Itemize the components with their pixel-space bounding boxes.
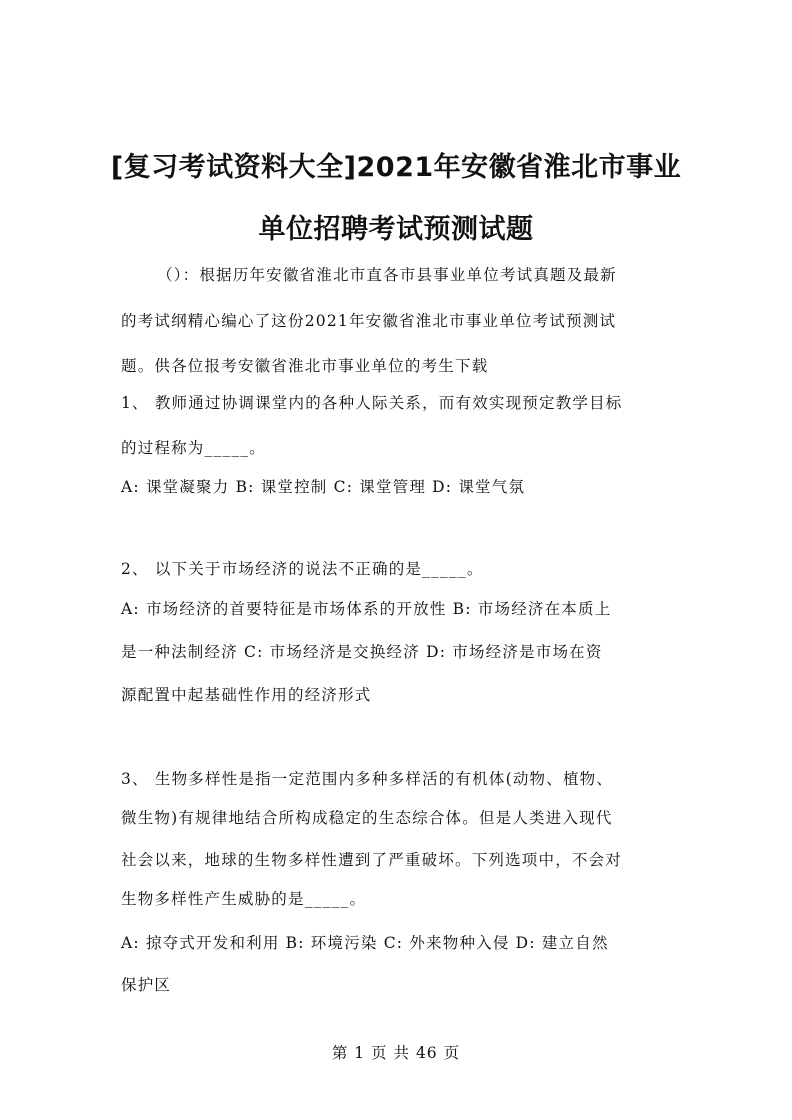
question-2-options: 是一种法制经济 C: 市场经济是交换经济 D: 市场经济是市场在资 <box>121 643 603 661</box>
question-3-line: 生物多样性产生威胁的是_____。 <box>121 890 367 908</box>
page-footer: 第 1 页 共 46 页 <box>331 1044 461 1062</box>
question-1-options: A: 课堂凝聚力 B: 课堂控制 C: 课堂管理 D: 课堂气氛 <box>121 478 526 496</box>
question-2-line: 2、 以下关于市场经济的说法不正确的是_____。 <box>121 560 484 578</box>
question-3-line: 社会以来，地球的生物多样性遭到了严重破坏。下列选项中，不会对 <box>121 851 623 869</box>
intro-line: （）：根据历年安徽省淮北市直各市县事业单位考试真题及最新 <box>157 266 617 284</box>
question-1-line: 1、 教师通过协调课堂内的各种人际关系，而有效实现预定教学目标 <box>121 394 623 412</box>
question-3-options: 保护区 <box>121 976 172 994</box>
document-title-line-2: 单位招聘考试预测试题 <box>258 214 534 245</box>
question-2-options: A: 市场经济的首要特征是市场体系的开放性 B: 市场经济在本质上 <box>121 600 612 618</box>
question-1-line: 的过程称为_____。 <box>121 439 266 457</box>
intro-line: 题。供各位报考安徽省淮北市事业单位的考生下载 <box>121 357 489 375</box>
question-3-options: A: 掠夺式开发和利用 B: 环境污染 C: 外来物种入侵 D: 建立自然 <box>121 934 609 952</box>
question-2-options: 源配置中起基础性作用的经济形式 <box>121 686 372 704</box>
question-3-line: 3、 生物多样性是指一定范围内多种多样活的有机体(动物、植物、 <box>121 770 614 788</box>
intro-line: 的考试纲精心编心了这份2021年安徽省淮北市事业单位考试预测试 <box>121 312 617 330</box>
document-title-line-1: [复习考试资料大全]2021年安徽省淮北市事业 <box>110 152 682 183</box>
question-3-line: 微生物)有规律地结合所构成稳定的生态综合体。但是人类进入现代 <box>121 809 613 827</box>
